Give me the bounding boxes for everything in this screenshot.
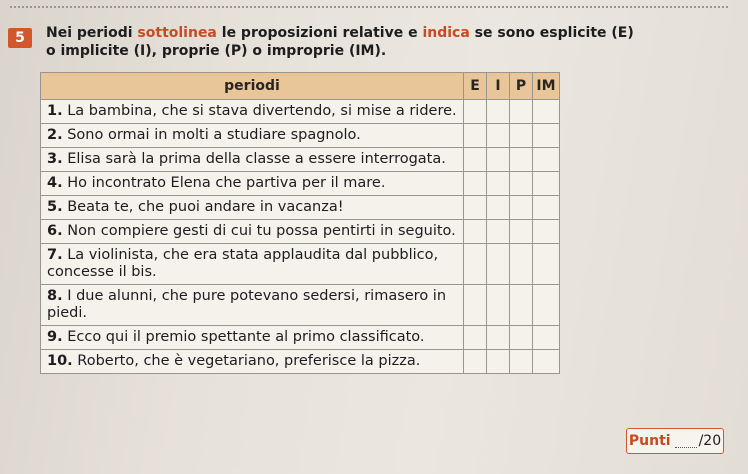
- answer-cell-p[interactable]: [510, 172, 533, 196]
- header-i: I: [487, 73, 510, 100]
- answer-cell-im[interactable]: [533, 326, 560, 350]
- sentence-number: 2.: [47, 127, 63, 143]
- answer-cell-p[interactable]: [510, 196, 533, 220]
- sentence-cell: [41, 148, 464, 172]
- score-label: Punti: [628, 433, 671, 449]
- table-row: [41, 100, 560, 124]
- instruction-highlight-underline: sottolinea: [137, 25, 217, 41]
- sentence-cell: [41, 326, 464, 350]
- sentence-text: I due alunni, che pure potevano sedersi, rimasero in piedi.: [47, 288, 447, 321]
- answer-cell-p[interactable]: [510, 285, 533, 326]
- answer-cell-e[interactable]: [464, 244, 487, 285]
- answer-cell-i[interactable]: [487, 244, 510, 285]
- answer-cell-i[interactable]: [487, 172, 510, 196]
- sentence-text: La violinista, che era stata applaudita dal pubblico, concesse il bis.: [47, 247, 439, 280]
- sentence-text: Ho incontrato Elena che partiva per il mare.: [67, 175, 386, 191]
- sentence-cell: [41, 350, 464, 374]
- answer-cell-i[interactable]: [487, 196, 510, 220]
- sentence-cell: [41, 196, 464, 220]
- answer-cell-i[interactable]: [487, 220, 510, 244]
- top-dotted-divider: [10, 6, 728, 8]
- answer-cell-p[interactable]: [510, 100, 533, 124]
- answer-cell-e[interactable]: [464, 326, 487, 350]
- sentence-number: 6.: [47, 223, 63, 239]
- instruction-text: se sono esplicite (E) o implicite (I), proprie (P) o improprie (IM).: [46, 25, 634, 59]
- answer-cell-e[interactable]: [464, 350, 487, 374]
- answer-cell-p[interactable]: [510, 244, 533, 285]
- answer-cell-e[interactable]: [464, 148, 487, 172]
- table-row: [41, 220, 560, 244]
- table-row: [41, 350, 560, 374]
- table-row: [41, 172, 560, 196]
- sentence-number: 7.: [47, 247, 63, 263]
- answer-cell-i[interactable]: [487, 285, 510, 326]
- sentence-text: Roberto, che è vegetariano, preferisce la pizza.: [77, 353, 421, 369]
- header-im: IM: [533, 73, 560, 100]
- sentence-number: 3.: [47, 151, 63, 167]
- instruction-text: Nei periodi: [46, 25, 138, 41]
- sentence-number: 10.: [47, 353, 73, 369]
- sentence-text: Ecco qui il premio spettante al primo classificato.: [67, 329, 425, 345]
- table-header-row: [41, 73, 560, 100]
- answer-cell-i[interactable]: [487, 350, 510, 374]
- sentence-text: Elisa sarà la prima della classe a essere interrogata.: [67, 151, 446, 167]
- answer-cell-im[interactable]: [533, 148, 560, 172]
- header-e: E: [464, 73, 487, 100]
- answer-cell-p[interactable]: [510, 220, 533, 244]
- sentence-text: La bambina, che si stava divertendo, si mise a ridere.: [67, 103, 457, 119]
- sentence-number: 5.: [47, 199, 63, 215]
- sentence-cell: [41, 244, 464, 285]
- table-row: [41, 196, 560, 220]
- instruction-text: le proposizioni relative e: [216, 25, 423, 41]
- table-row: [41, 244, 560, 285]
- answer-cell-e[interactable]: [464, 124, 487, 148]
- sentence-cell: [41, 172, 464, 196]
- answer-cell-im[interactable]: [533, 350, 560, 374]
- answer-cell-p[interactable]: [510, 124, 533, 148]
- table-row: [41, 148, 560, 172]
- answer-cell-e[interactable]: [464, 220, 487, 244]
- exercise-number-badge: 5: [8, 28, 32, 48]
- answer-cell-im[interactable]: [533, 196, 560, 220]
- answer-cell-im[interactable]: [533, 285, 560, 326]
- exercise-instruction: [46, 24, 646, 60]
- answer-cell-i[interactable]: [487, 100, 510, 124]
- answer-cell-e[interactable]: [464, 100, 487, 124]
- answer-cell-e[interactable]: [464, 285, 487, 326]
- answer-cell-im[interactable]: [533, 124, 560, 148]
- sentence-cell: [41, 124, 464, 148]
- clauses-table: [40, 72, 560, 374]
- table-row: [41, 285, 560, 326]
- answer-cell-e[interactable]: [464, 196, 487, 220]
- score-total: /20: [698, 433, 722, 449]
- answer-cell-i[interactable]: [487, 124, 510, 148]
- sentence-number: 9.: [47, 329, 63, 345]
- sentence-cell: [41, 285, 464, 326]
- answer-cell-im[interactable]: [533, 220, 560, 244]
- answer-cell-p[interactable]: [510, 148, 533, 172]
- answer-cell-i[interactable]: [487, 148, 510, 172]
- sentence-cell: [41, 220, 464, 244]
- sentence-number: 4.: [47, 175, 63, 191]
- score-blank-field[interactable]: [675, 435, 697, 448]
- answer-cell-im[interactable]: [533, 172, 560, 196]
- answer-cell-p[interactable]: [510, 350, 533, 374]
- instruction-highlight-indicate: indica: [422, 25, 470, 41]
- table-row: [41, 326, 560, 350]
- sentence-number: 8.: [47, 288, 63, 304]
- answer-cell-i[interactable]: [487, 326, 510, 350]
- sentence-text: Sono ormai in molti a studiare spagnolo.: [67, 127, 361, 143]
- score-box: [626, 428, 724, 454]
- header-periodi: periodi: [41, 73, 464, 100]
- answer-cell-p[interactable]: [510, 326, 533, 350]
- table-row: [41, 124, 560, 148]
- sentence-text: Non compiere gesti di cui tu possa pentirti in seguito.: [67, 223, 456, 239]
- answer-cell-im[interactable]: [533, 244, 560, 285]
- answer-cell-im[interactable]: [533, 100, 560, 124]
- header-p: P: [510, 73, 533, 100]
- sentence-number: 1.: [47, 103, 63, 119]
- sentence-text: Beata te, che puoi andare in vacanza!: [67, 199, 344, 215]
- answer-cell-e[interactable]: [464, 172, 487, 196]
- sentence-cell: [41, 100, 464, 124]
